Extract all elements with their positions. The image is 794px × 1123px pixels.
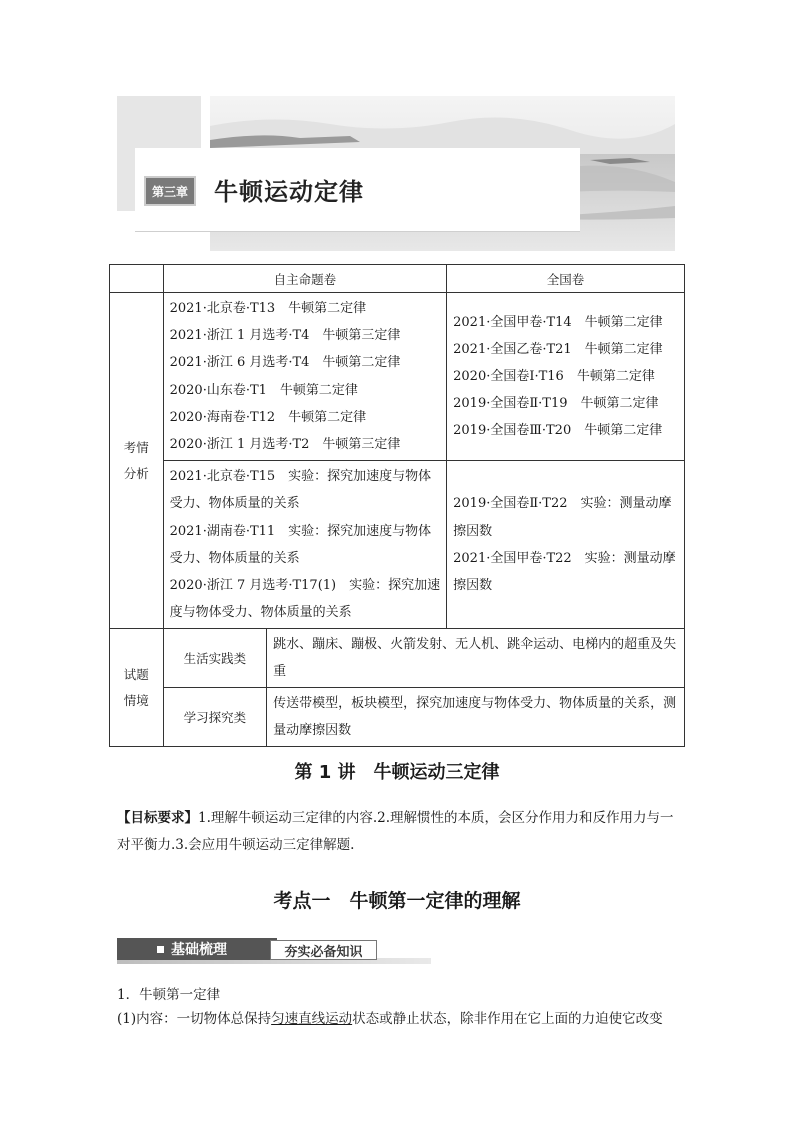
list-item: 受力、物体质量的关系 (169, 496, 300, 512)
col-header-self: 自主命题卷 (163, 265, 447, 293)
list-item: 2021·浙江 6 月选考·T4 牛顿第二定律 (169, 355, 401, 371)
list-item: 受力、物体质量的关系 (169, 550, 300, 566)
basics-bar (117, 938, 431, 964)
national-group2-cell (447, 461, 685, 629)
list-item: 2021·北京卷·T13 牛顿第二定律 (169, 301, 367, 316)
item-content-underlined: 匀速直线运动 (271, 1011, 353, 1027)
list-item: 擦因数 (453, 523, 493, 539)
item-content-suffix: 状态或静止状态，除非作用在它上面的力迫使它改变 (352, 1011, 663, 1027)
list-item: 2020·全国卷Ⅰ·T16 牛顿第二定律 (453, 369, 655, 384)
list-item: 2021·全国甲卷·T22 实验：测量动摩 (453, 550, 676, 566)
scenario-life-label: 生活实践类 (163, 629, 267, 688)
basics-sub-label: 夯实必备知识 (270, 940, 377, 960)
list-item: 2020·浙江 1 月选考·T2 牛顿第三定律 (169, 437, 401, 453)
scenario-study-text: 传送带模型，板块模型，探究加速度与物体受力、物体质量的关系，测量动摩擦因数 (267, 688, 685, 747)
exam-analysis-table (109, 264, 685, 747)
row-label-exam-analysis (110, 293, 164, 629)
chapter-banner (117, 96, 675, 251)
list-item: 擦因数 (453, 578, 493, 594)
national-group1-cell (447, 293, 685, 461)
chapter-title: 牛顿运动定律 (214, 178, 364, 206)
list-item: 2020·浙江 7 月选考·T17(1) 实验：探究加速 (169, 578, 441, 594)
section-title: 考点一 牛顿第一定律的理解 (273, 890, 521, 912)
col-header-national: 全国卷 (447, 265, 685, 293)
list-item: 2019·全国卷Ⅲ·T20 牛顿第二定律 (453, 423, 663, 439)
scenario-study-label: 学习探究类 (163, 688, 267, 747)
table-corner-cell (110, 265, 164, 293)
goal-text: 1.理解牛顿运动三定律的内容.2.理解惯性的本质，会区分作用力和反作用力与一对平衡力.3.会应用牛顿运动三定律解题. (117, 810, 674, 853)
item-content-prefix: (1)内容：一切物体总保持 (117, 1011, 272, 1027)
item-content (117, 1007, 687, 1027)
self-group1-cell (163, 293, 447, 461)
basics-label-box (117, 938, 277, 960)
list-item: 度与物体受力、物体质量的关系 (169, 605, 352, 621)
list-item: 2021·浙江 1 月选考·T4 牛顿第三定律 (169, 328, 401, 344)
row-label-text: 试题 情境 (123, 666, 149, 708)
list-item: 2021·全国乙卷·T21 牛顿第二定律 (453, 341, 663, 357)
list-item: 2019·全国卷Ⅱ·T19 牛顿第二定律 (453, 396, 659, 412)
square-bullet-icon (157, 946, 164, 953)
list-item: 2021·湖南卷·T11 实验：探究加速度与物体 (169, 523, 432, 539)
self-group2-cell (163, 461, 447, 629)
lecture-title: 第 1 讲 牛顿运动三定律 (294, 762, 500, 783)
row-label-text: 考情 分析 (123, 439, 149, 481)
scenario-life-text: 跳水、蹦床、蹦极、火箭发射、无人机、跳伞运动、电梯内的超重及失重 (267, 629, 685, 688)
list-item: 2020·山东卷·T1 牛顿第二定律 (169, 382, 358, 398)
row-label-scenario (110, 629, 164, 747)
item-heading: 1．牛顿第一定律 (117, 987, 221, 1003)
goal-requirements (117, 805, 683, 859)
basics-label: 基础梳理 (171, 942, 227, 958)
list-item: 2020·海南卷·T12 牛顿第二定律 (169, 409, 367, 425)
list-item: 2021·全国甲卷·T14 牛顿第二定律 (453, 314, 663, 330)
chapter-tag: 第三章 (144, 176, 196, 206)
list-item: 2019·全国卷Ⅱ·T22 实验：测量动摩 (453, 496, 672, 512)
goal-label: 【目标要求】 (117, 810, 198, 826)
list-item: 2021·北京卷·T15 实验：探究加速度与物体 (169, 469, 432, 485)
